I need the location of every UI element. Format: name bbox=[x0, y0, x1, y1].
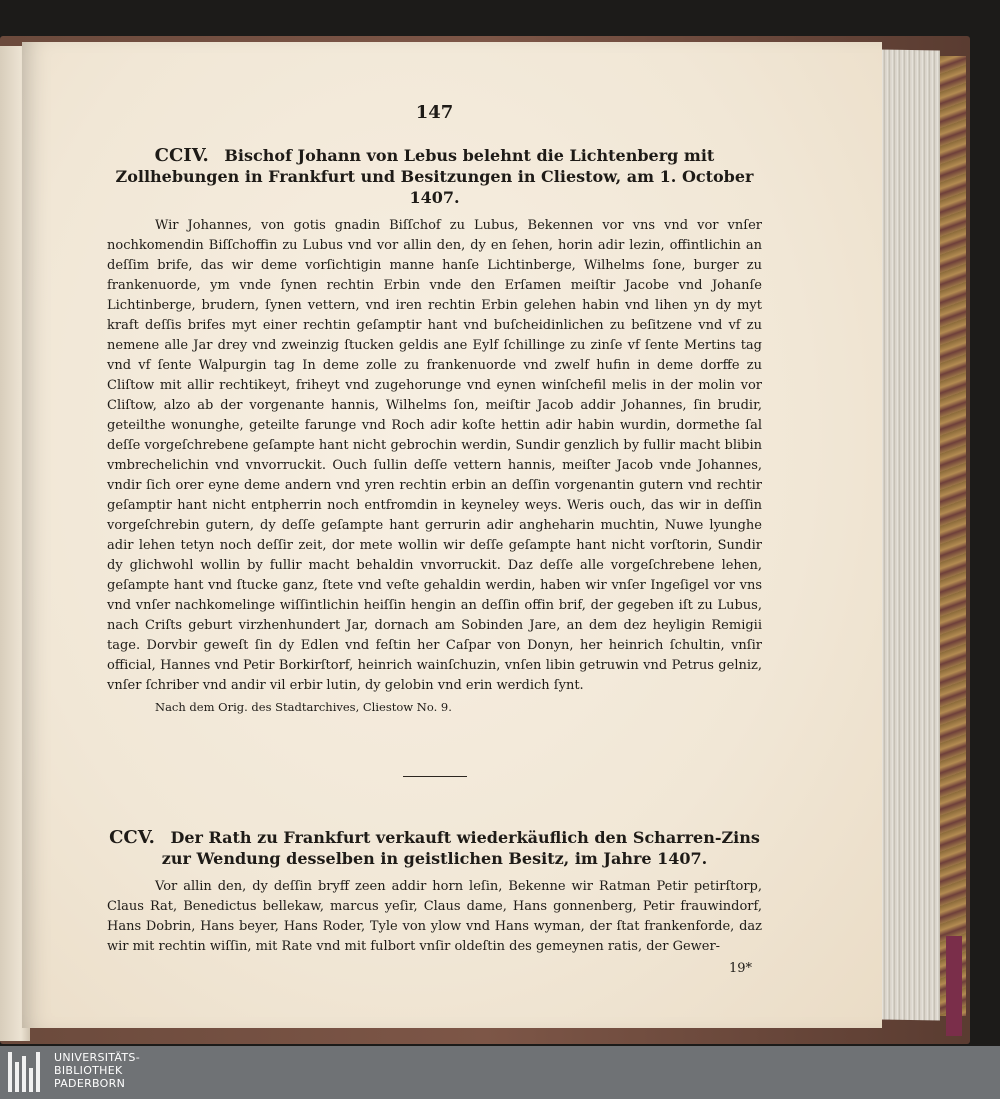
signature-mark: 19* bbox=[728, 961, 752, 976]
document-heading-ccV bbox=[107, 827, 762, 869]
document-numeral: CCV. bbox=[109, 827, 155, 848]
library-name-line: UNIVERSITÄTS- bbox=[54, 1051, 140, 1064]
marbled-edge bbox=[940, 56, 966, 1016]
document-title: Der Rath zu Frankfurt verkauft wiederkäuflich den Scharren-Zins zur Wendung desselben in geistlichen Besitz, im Jahre 1407. bbox=[161, 828, 760, 868]
document-body: Wir Johannes, von gotis gnadin Biſſchof zu Lubus, Bekennen vor vns vnd vor vnſer nochkomendin Biſſchoffin zu Lubus vnd vor allin den, dy en ſehen, horin adir lezin, offintlichin an deſſim brife, das wir deme vorſichtigin manne hanſe Lichtinberge, Wilhelms ſone, burger zu frankenuorde, ym vnde ſynen rechtin Erbin vnde den Erſamen meiſtir Jacobe vnd Johanſe Lichtinberge, brudern, ſynen vettern, vnd iren rechtin Erbin gelehen habin vnd lihen yn dy myt kraft deſſis brifes myt einer rechtin geſamptir hant vnd buſcheidinlichen zu beſitzene vnd vf zu nemene alle Jar drey vnd zweinzig ſtucken geldis ane Eylf ſchillinge zu zinſe vf ſente Mertins tag vnd vf ſente Walpurgin tag In deme zolle zu frankenuorde vnd zwelf hufin in deme dorffe zu Cliſtow mit allir rechtikeyt, friheyt vnd zugehorunge vnd eynen winſchefil melis in der molin vor Cliſtow, alzo ab der vorgenante hannis, Wilhelms ſon, meiſtir Jacob addir Johannes, ſin brudir, geteilthe wonunghe, geteilte farunge vnd Roch adir koſte hettin adir habin wurdin, dormethe ſal deſſe vorgeſchrebene geſampte hant nicht gebrochin werdin, Sundir genzlich by fullir macht blibin vmbrechelichin vnd vnvorruckit. Ouch ſullin deſſe vettern hannis, meiſter Jacob vnde Johannes, vndir ſich orer eyne deme andern vnd yren rechtin erbin an deſſin vorgenantin gutern vnd rechtir geſamptir hant nicht entpherrin noch entfromdin in keyneley weys. Weris ouch, das wir in deſſin vorgeſchrebin gutern, dy deſſe geſampte hant gerrurin adir angheharin muchtin, Nuwe lyunghe adir lehen tetyn noch deſſir zeit, dor mete wollin wir deſſe geſampte hant nicht vorſtorin, Sundir dy glichwohl wollin by fullir macht behaldin vnvorruckit. Daz deſſe alle vorgeſchrebene lehen, geſampte hant vnd ſtucke ganz, ſtete vnd veſte gehaldin werdin, haben wir vnſer Ingeſigel vor vns vnd vnſer nachkomelinge wiſſintlichin heiſſin hengin an deſſin offin brif, der gegeben iſt zu Lubus, nach Criſts geburt virzhenhundert Jar, dornach am Sobinden Jare, an dem dez heyligin Remigii tage. Dorvbir geweſt ſin dy Edlen vnd feſtin her Caſpar von Donyn, her heinrich ſchultin, vnſir official, Hannes vnd Petir Borkirſtorf, heinrich wainſchuzin, vnſen libin getruwin vnd Petrus gelniz, vnſer ſchriber vnd andir vil erbir lutin, dy gelobin vnd erin werdich ſynt. bbox=[107, 218, 762, 693]
library-name-line: PADERBORN bbox=[54, 1077, 126, 1090]
library-name-line: BIBLIOTHEK bbox=[54, 1064, 123, 1077]
bookmark-ribbon bbox=[946, 936, 962, 1036]
library-footer bbox=[0, 1046, 1000, 1099]
page-content bbox=[107, 102, 762, 976]
source-note: Nach dem Orig. des Stadtarchives, Cliestow No. 9. bbox=[155, 700, 452, 714]
document-title: Bischof Johann von Lebus belehnt die Lichtenberg mit Zollhebungen in Frankfurt und Besitzungen in Cliestow, am 1. October 1407. bbox=[115, 146, 754, 207]
document-heading-ccIV bbox=[107, 145, 762, 208]
document-numeral: CCIV. bbox=[154, 145, 209, 166]
page-stack-edge bbox=[876, 49, 940, 1020]
book-page bbox=[22, 42, 882, 1028]
document-body: Vor allin den, dy deſſin bryff zeen addir horn leſin, Bekenne wir Ratman Petir petirſtorp, Claus Rat, Benedictus bellekaw, marcus yeſir, Claus dame, Hans gonnenberg, Petir frauwindorf, Hans Dobrin, Hans beyer, Hans Roder, Tyle von ylow vnd Hans wyman, der ſtat frankenforde, daz wir mit rechtin wiſſin, mit Rate vnd mit fulbort vnſir oldeſtin des gemeynen ratis, der Gewer- bbox=[107, 879, 762, 954]
page-number: 147 bbox=[415, 102, 454, 123]
book-scan bbox=[0, 36, 975, 1046]
library-name bbox=[54, 1051, 140, 1090]
section-divider bbox=[403, 776, 467, 777]
library-logo-icon bbox=[8, 1052, 48, 1092]
